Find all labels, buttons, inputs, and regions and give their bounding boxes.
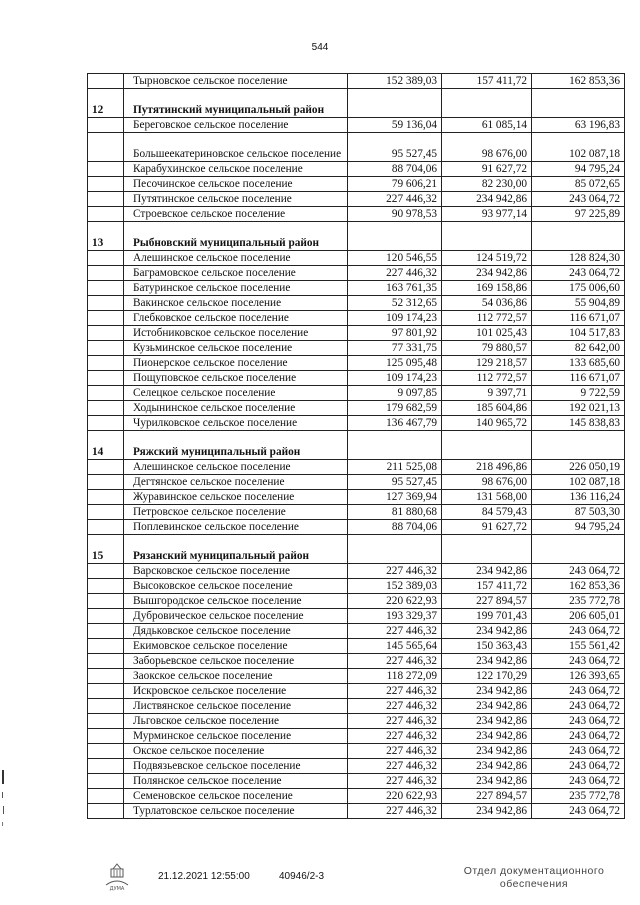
value-2023-cell: 227 894,57: [442, 594, 532, 609]
row-number-cell: [88, 729, 124, 744]
district-row: [88, 222, 625, 251]
value-2022-cell: 97 801,92: [348, 326, 442, 341]
value-2024-cell: 206 605,01: [532, 609, 625, 624]
row-name-cell: Песочинское сельское поселение: [124, 177, 348, 192]
row-name-cell: Тырновское сельское поселение: [124, 74, 348, 89]
table-row: [88, 371, 625, 386]
duma-logo: [102, 861, 132, 891]
row-name-cell: Строевское сельское поселение: [124, 207, 348, 222]
value-2022-cell: 179 682,59: [348, 401, 442, 416]
row-number-cell: [88, 564, 124, 579]
value-2024-cell: [532, 535, 625, 564]
table-row: [88, 74, 625, 89]
value-2024-cell: 128 824,30: [532, 251, 625, 266]
value-2022-cell: 109 174,23: [348, 371, 442, 386]
value-2022-cell: 52 312,65: [348, 296, 442, 311]
value-2022-cell: 109 174,23: [348, 311, 442, 326]
row-number-cell: [88, 490, 124, 505]
row-number-cell: [88, 609, 124, 624]
value-2022-cell: 227 446,32: [348, 624, 442, 639]
value-2023-cell: 91 627,72: [442, 520, 532, 535]
table-row: [88, 624, 625, 639]
value-2024-cell: 243 064,72: [532, 729, 625, 744]
row-name-cell: Путятинское сельское поселение: [124, 192, 348, 207]
value-2023-cell: 79 880,57: [442, 341, 532, 356]
table-row: [88, 162, 625, 177]
table-row: [88, 564, 625, 579]
value-2023-cell: 234 942,86: [442, 774, 532, 789]
row-number-cell: 15: [88, 535, 124, 564]
row-name-cell: Путятинский муниципальный район: [124, 89, 348, 118]
value-2024-cell: 63 196,83: [532, 118, 625, 133]
table-row: [88, 192, 625, 207]
value-2022-cell: 145 565,64: [348, 639, 442, 654]
value-2022-cell: 220 622,93: [348, 594, 442, 609]
value-2023-cell: 93 977,14: [442, 207, 532, 222]
value-2022-cell: 227 446,32: [348, 729, 442, 744]
value-2022-cell: 90 978,53: [348, 207, 442, 222]
table-row: [88, 386, 625, 401]
row-number-cell: [88, 341, 124, 356]
row-number-cell: [88, 714, 124, 729]
stamp-line-2: обеспечения: [499, 878, 569, 890]
row-number-cell: [88, 639, 124, 654]
row-number-cell: [88, 744, 124, 759]
table-row: [88, 579, 625, 594]
row-name-cell: Алешинское сельское поселение: [124, 460, 348, 475]
row-name-cell: Заокское сельское поселение: [124, 669, 348, 684]
value-2023-cell: [442, 535, 532, 564]
table-row: [88, 251, 625, 266]
row-name-cell: Искровское сельское поселение: [124, 684, 348, 699]
value-2023-cell: 112 772,57: [442, 371, 532, 386]
row-name-cell: Алешинское сельское поселение: [124, 251, 348, 266]
value-2023-cell: 150 363,43: [442, 639, 532, 654]
value-2023-cell: 234 942,86: [442, 759, 532, 774]
value-2024-cell: 87 503,30: [532, 505, 625, 520]
value-2024-cell: 82 642,00: [532, 341, 625, 356]
value-2022-cell: 227 446,32: [348, 744, 442, 759]
footer-doc-number: 40946/2-3: [279, 871, 325, 882]
row-name-cell: Глебковское сельское поселение: [124, 311, 348, 326]
table-row: [88, 744, 625, 759]
row-number-cell: [88, 475, 124, 490]
value-2023-cell: 98 676,00: [442, 133, 532, 162]
row-name-cell: Кузьминское сельское поселение: [124, 341, 348, 356]
value-2024-cell: 243 064,72: [532, 759, 625, 774]
row-number-cell: [88, 118, 124, 133]
value-2024-cell: [532, 89, 625, 118]
value-2023-cell: 169 158,86: [442, 281, 532, 296]
row-number-cell: 12: [88, 89, 124, 118]
row-number-cell: [88, 74, 124, 89]
table-row: [88, 490, 625, 505]
value-2023-cell: 124 519,72: [442, 251, 532, 266]
value-2023-cell: 185 604,86: [442, 401, 532, 416]
value-2023-cell: 234 942,86: [442, 624, 532, 639]
value-2023-cell: 199 701,43: [442, 609, 532, 624]
table-row: [88, 326, 625, 341]
row-number-cell: [88, 804, 124, 819]
value-2023-cell: 82 230,00: [442, 177, 532, 192]
row-number-cell: [88, 401, 124, 416]
table-row: [88, 401, 625, 416]
row-number-cell: [88, 207, 124, 222]
value-2023-cell: 101 025,43: [442, 326, 532, 341]
row-name-cell: Высоковское сельское поселение: [124, 579, 348, 594]
row-number-cell: [88, 192, 124, 207]
value-2023-cell: 234 942,86: [442, 266, 532, 281]
table-row: [88, 804, 625, 819]
value-2024-cell: 55 904,89: [532, 296, 625, 311]
row-name-cell: Батуринское сельское поселение: [124, 281, 348, 296]
value-2024-cell: [532, 431, 625, 460]
row-number-cell: [88, 356, 124, 371]
table-row: [88, 207, 625, 222]
table-row: [88, 118, 625, 133]
row-name-cell: Мурминское сельское поселение: [124, 729, 348, 744]
value-2024-cell: 97 225,89: [532, 207, 625, 222]
row-number-cell: [88, 684, 124, 699]
row-name-cell: Большеекатериновское сельское поселение: [124, 133, 348, 162]
document-footer: [0, 855, 640, 900]
table-row: [88, 774, 625, 789]
table-row: [88, 594, 625, 609]
value-2024-cell: 243 064,72: [532, 192, 625, 207]
row-number-cell: [88, 460, 124, 475]
row-name-cell: Дубровическое сельское поселение: [124, 609, 348, 624]
value-2022-cell: 227 446,32: [348, 759, 442, 774]
value-2024-cell: 162 853,36: [532, 74, 625, 89]
value-2023-cell: 234 942,86: [442, 729, 532, 744]
value-2022-cell: 227 446,32: [348, 774, 442, 789]
row-number-cell: [88, 133, 124, 162]
value-2022-cell: 81 880,68: [348, 505, 442, 520]
row-number-cell: [88, 699, 124, 714]
value-2024-cell: 162 853,36: [532, 579, 625, 594]
row-name-cell: Рязанский муниципальный район: [124, 535, 348, 564]
value-2024-cell: 243 064,72: [532, 744, 625, 759]
row-number-cell: [88, 281, 124, 296]
row-number-cell: [88, 520, 124, 535]
value-2023-cell: 234 942,86: [442, 714, 532, 729]
row-number-cell: [88, 624, 124, 639]
value-2023-cell: 122 170,29: [442, 669, 532, 684]
value-2024-cell: 85 072,65: [532, 177, 625, 192]
value-2024-cell: 243 064,72: [532, 714, 625, 729]
value-2024-cell: 226 050,19: [532, 460, 625, 475]
value-2023-cell: [442, 89, 532, 118]
district-row: [88, 431, 625, 460]
value-2022-cell: 163 761,35: [348, 281, 442, 296]
value-2022-cell: 120 546,55: [348, 251, 442, 266]
row-number-cell: [88, 505, 124, 520]
value-2023-cell: 157 411,72: [442, 74, 532, 89]
row-name-cell: Поплевинское сельское поселение: [124, 520, 348, 535]
value-2024-cell: 102 087,18: [532, 133, 625, 162]
table-row: [88, 759, 625, 774]
table-row: [88, 416, 625, 431]
value-2023-cell: 234 942,86: [442, 192, 532, 207]
row-number-cell: [88, 386, 124, 401]
row-number-cell: [88, 177, 124, 192]
row-name-cell: Рыбновский муниципальный район: [124, 222, 348, 251]
value-2024-cell: 104 517,83: [532, 326, 625, 341]
table-row: [88, 714, 625, 729]
row-name-cell: Окское сельское поселение: [124, 744, 348, 759]
row-name-cell: Береговское сельское поселение: [124, 118, 348, 133]
value-2023-cell: [442, 222, 532, 251]
value-2024-cell: 94 795,24: [532, 520, 625, 535]
table-row: [88, 311, 625, 326]
value-2024-cell: 133 685,60: [532, 356, 625, 371]
row-name-cell: Вышгородское сельское поселение: [124, 594, 348, 609]
value-2023-cell: 9 397,71: [442, 386, 532, 401]
value-2024-cell: 116 671,07: [532, 371, 625, 386]
value-2023-cell: 61 085,14: [442, 118, 532, 133]
table-row: [88, 475, 625, 490]
value-2023-cell: 91 627,72: [442, 162, 532, 177]
row-name-cell: Чурилковское сельское поселение: [124, 416, 348, 431]
row-name-cell: Дегтянское сельское поселение: [124, 475, 348, 490]
table-row: [88, 356, 625, 371]
table-row: [88, 505, 625, 520]
value-2023-cell: 129 218,57: [442, 356, 532, 371]
row-name-cell: Семеновское сельское поселение: [124, 789, 348, 804]
row-number-cell: [88, 266, 124, 281]
table-row: [88, 639, 625, 654]
footer-date: 21.12.2021 12:55:00: [158, 871, 250, 882]
value-2022-cell: 118 272,09: [348, 669, 442, 684]
value-2024-cell: 243 064,72: [532, 654, 625, 669]
value-2023-cell: 234 942,86: [442, 654, 532, 669]
value-2022-cell: 227 446,32: [348, 266, 442, 281]
table-row: [88, 133, 625, 162]
table-row: [88, 341, 625, 356]
table-row: [88, 669, 625, 684]
value-2022-cell: 95 527,45: [348, 475, 442, 490]
row-name-cell: Карабухинское сельское поселение: [124, 162, 348, 177]
table-row: [88, 281, 625, 296]
value-2023-cell: 234 942,86: [442, 699, 532, 714]
table-row: [88, 296, 625, 311]
scan-margin-marks: [0, 760, 8, 850]
row-number-cell: [88, 251, 124, 266]
row-number-cell: 14: [88, 431, 124, 460]
value-2023-cell: 157 411,72: [442, 579, 532, 594]
value-2023-cell: 98 676,00: [442, 475, 532, 490]
value-2024-cell: 243 064,72: [532, 564, 625, 579]
row-number-cell: [88, 371, 124, 386]
value-2024-cell: 235 772,78: [532, 594, 625, 609]
row-name-cell: Пощуповское сельское поселение: [124, 371, 348, 386]
value-2024-cell: 235 772,78: [532, 789, 625, 804]
row-number-cell: [88, 162, 124, 177]
value-2023-cell: 234 942,86: [442, 684, 532, 699]
row-name-cell: Турлатовское сельское поселение: [124, 804, 348, 819]
value-2023-cell: 234 942,86: [442, 564, 532, 579]
value-2022-cell: 77 331,75: [348, 341, 442, 356]
row-name-cell: Баграмовское сельское поселение: [124, 266, 348, 281]
value-2024-cell: 175 006,60: [532, 281, 625, 296]
value-2022-cell: 88 704,06: [348, 162, 442, 177]
row-name-cell: Ряжский муниципальный район: [124, 431, 348, 460]
row-name-cell: Полянское сельское поселение: [124, 774, 348, 789]
row-name-cell: Истобниковское сельское поселение: [124, 326, 348, 341]
value-2024-cell: 192 021,13: [532, 401, 625, 416]
value-2022-cell: 220 622,93: [348, 789, 442, 804]
value-2024-cell: 136 116,24: [532, 490, 625, 505]
row-name-cell: Журавинское сельское поселение: [124, 490, 348, 505]
value-2022-cell: [348, 89, 442, 118]
value-2023-cell: 54 036,86: [442, 296, 532, 311]
table-row: [88, 177, 625, 192]
row-name-cell: Дядьковское сельское поселение: [124, 624, 348, 639]
row-number-cell: [88, 296, 124, 311]
district-row: [88, 89, 625, 118]
value-2022-cell: 95 527,45: [348, 133, 442, 162]
stamp-line-1: Отдел документационного: [463, 865, 605, 877]
value-2022-cell: 211 525,08: [348, 460, 442, 475]
value-2024-cell: 243 064,72: [532, 266, 625, 281]
row-name-cell: Пионерское сельское поселение: [124, 356, 348, 371]
value-2022-cell: [348, 431, 442, 460]
value-2022-cell: 79 606,21: [348, 177, 442, 192]
value-2022-cell: 136 467,79: [348, 416, 442, 431]
value-2024-cell: 243 064,72: [532, 624, 625, 639]
row-number-cell: [88, 326, 124, 341]
value-2022-cell: 152 389,03: [348, 74, 442, 89]
table-row: [88, 520, 625, 535]
row-number-cell: [88, 311, 124, 326]
district-row: [88, 535, 625, 564]
row-name-cell: Вакинское сельское поселение: [124, 296, 348, 311]
footer-stamp: [454, 865, 614, 891]
value-2024-cell: 155 561,42: [532, 639, 625, 654]
value-2023-cell: 112 772,57: [442, 311, 532, 326]
table-row: [88, 654, 625, 669]
value-2023-cell: 234 942,86: [442, 744, 532, 759]
row-name-cell: Варсковское сельское поселение: [124, 564, 348, 579]
value-2024-cell: 116 671,07: [532, 311, 625, 326]
value-2024-cell: 243 064,72: [532, 774, 625, 789]
value-2024-cell: 243 064,72: [532, 699, 625, 714]
value-2022-cell: 227 446,32: [348, 654, 442, 669]
value-2024-cell: [532, 222, 625, 251]
table-body: [88, 74, 625, 819]
row-name-cell: Заборьевское сельское поселение: [124, 654, 348, 669]
table-row: [88, 684, 625, 699]
table-row: [88, 609, 625, 624]
value-2023-cell: 218 496,86: [442, 460, 532, 475]
value-2024-cell: 145 838,83: [532, 416, 625, 431]
value-2022-cell: 152 389,03: [348, 579, 442, 594]
row-number-cell: [88, 416, 124, 431]
duma-logo-text: ДУМА: [109, 886, 125, 891]
value-2022-cell: 9 097,85: [348, 386, 442, 401]
value-2022-cell: 227 446,32: [348, 714, 442, 729]
row-number-cell: [88, 789, 124, 804]
row-number-cell: 13: [88, 222, 124, 251]
value-2024-cell: 126 393,65: [532, 669, 625, 684]
table-row: [88, 266, 625, 281]
value-2024-cell: 243 064,72: [532, 684, 625, 699]
row-number-cell: [88, 579, 124, 594]
row-name-cell: Петровское сельское поселение: [124, 505, 348, 520]
row-name-cell: Листвянское сельское поселение: [124, 699, 348, 714]
value-2022-cell: 227 446,32: [348, 564, 442, 579]
value-2024-cell: 243 064,72: [532, 804, 625, 819]
value-2023-cell: 84 579,43: [442, 505, 532, 520]
budget-table: [87, 73, 625, 819]
row-number-cell: [88, 594, 124, 609]
value-2023-cell: 131 568,00: [442, 490, 532, 505]
value-2022-cell: 59 136,04: [348, 118, 442, 133]
value-2022-cell: 227 446,32: [348, 699, 442, 714]
row-name-cell: Подвязьевское сельское поселение: [124, 759, 348, 774]
page-number: 544: [311, 42, 329, 53]
value-2024-cell: 9 722,59: [532, 386, 625, 401]
row-name-cell: Льговское сельское поселение: [124, 714, 348, 729]
value-2023-cell: 234 942,86: [442, 804, 532, 819]
row-number-cell: [88, 774, 124, 789]
table-row: [88, 729, 625, 744]
row-name-cell: Селецкое сельское поселение: [124, 386, 348, 401]
duma-logo-icon: [102, 861, 132, 891]
row-name-cell: Ходынинское сельское поселение: [124, 401, 348, 416]
value-2022-cell: [348, 535, 442, 564]
table-row: [88, 460, 625, 475]
table-row: [88, 699, 625, 714]
table-row: [88, 789, 625, 804]
value-2022-cell: 88 704,06: [348, 520, 442, 535]
value-2022-cell: 127 369,94: [348, 490, 442, 505]
value-2022-cell: [348, 222, 442, 251]
value-2023-cell: 140 965,72: [442, 416, 532, 431]
value-2022-cell: 125 095,48: [348, 356, 442, 371]
value-2024-cell: 94 795,24: [532, 162, 625, 177]
value-2023-cell: [442, 431, 532, 460]
value-2024-cell: 102 087,18: [532, 475, 625, 490]
row-number-cell: [88, 654, 124, 669]
row-number-cell: [88, 669, 124, 684]
value-2022-cell: 227 446,32: [348, 684, 442, 699]
row-number-cell: [88, 759, 124, 774]
value-2022-cell: 227 446,32: [348, 192, 442, 207]
value-2022-cell: 227 446,32: [348, 804, 442, 819]
value-2022-cell: 193 329,37: [348, 609, 442, 624]
row-name-cell: Екимовское сельское поселение: [124, 639, 348, 654]
value-2023-cell: 227 894,57: [442, 789, 532, 804]
